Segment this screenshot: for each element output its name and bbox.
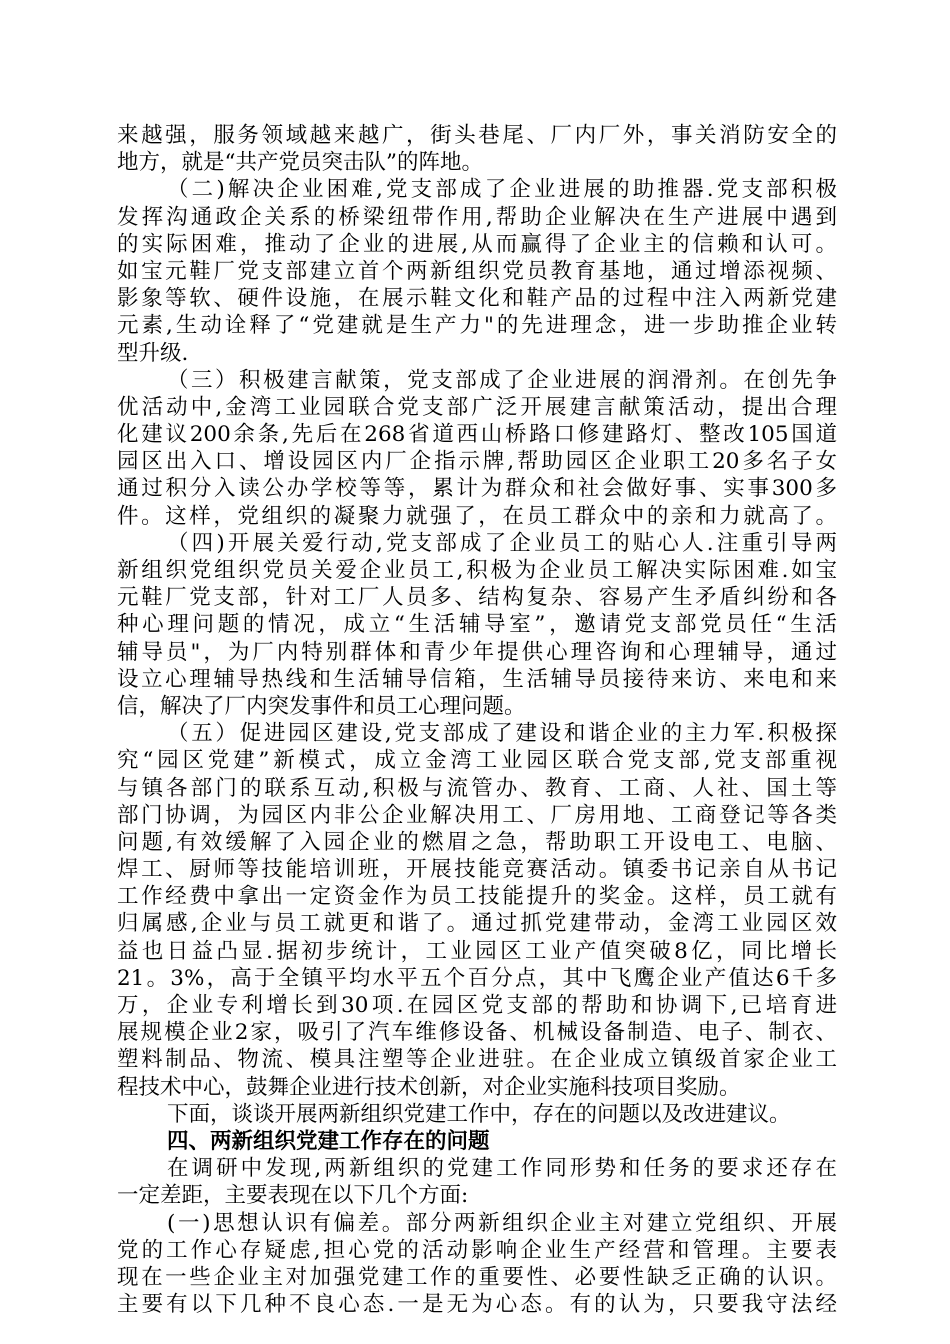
text-line: 新组织党组织党员关爱企业员工,积极为企业员工解决实际困难.如宝 bbox=[117, 558, 837, 583]
text-line: 来越强，服务领域越来越广，街头巷尾、厂内厂外，事关消防安全的 bbox=[117, 123, 837, 148]
text-line: 园区出入口、增设园区内厂企指示牌,帮助园区企业职工20多名子女 bbox=[117, 449, 837, 475]
text-line: 件。这样，党组织的凝聚力就强了，在员工群众中的亲和力就高了。 bbox=[117, 503, 837, 529]
text-line: 辅导员"，为厂内特别群体和青少年提供心理咨询和心理辅导，通过 bbox=[117, 639, 837, 665]
text-line: 益也日益凸显.据初步统计，工业园区工业产值突破8亿，同比增长 bbox=[117, 938, 837, 964]
text-line: (一)思想认识有偏差。部分两新组织企业主对建立党组织、开展 bbox=[167, 1210, 837, 1236]
text-line: 展规模企业2家，吸引了汽车维修设备、机械设备制造、电子、制衣、 bbox=[117, 1020, 837, 1046]
text-line: 部门协调，为园区内非公企业解决用工、厂房用地、工商登记等各类 bbox=[117, 802, 837, 828]
text-line: （五）促进园区建设,党支部成了建设和谐企业的主力军.积极探 bbox=[167, 721, 837, 747]
text-line: 与镇各部门的联系互动,积极与流管办、教育、工商、人社、国土等 bbox=[117, 775, 837, 801]
section-heading: 四、两新组织党建工作存在的问题 bbox=[167, 1128, 490, 1154]
text-line: 地方，就是“共产党员突击队”的阵地。 bbox=[117, 150, 483, 176]
text-line: （四)开展关爱行动,党支部成了企业员工的贴心人.注重引导两 bbox=[167, 530, 837, 556]
text-line: 发挥沟通政企关系的桥梁纽带作用,帮助企业解决在生产进展中遇到 bbox=[117, 204, 837, 230]
text-line: 工作经费中拿出一定资金作为员工技能提升的奖金。这样，员工就有 bbox=[117, 884, 837, 910]
text-line: 21。3%，高于全镇平均水平五个百分点，其中飞鹰企业产值达6千多 bbox=[117, 965, 837, 991]
text-line: 党的工作心存疑虑,担心党的活动影响企业生产经营和管理。主要表 bbox=[117, 1237, 837, 1263]
text-line: 问题,有效缓解了入园企业的燃眉之急，帮助职工开设电工、电脑、 bbox=[117, 829, 837, 855]
text-line: 塑料制品、物流、模具注塑等企业进驻。在企业成立镇级首家企业工 bbox=[117, 1047, 837, 1073]
text-line: 主要有以下几种不良心态.一是无为心态。有的认为，只要我守法经 bbox=[117, 1292, 837, 1318]
text-line: （二)解决企业困难,党支部成了企业进展的助推器.党支部积极 bbox=[167, 177, 837, 203]
text-line: 信，解决了厂内突发事件和员工心理问题。 bbox=[117, 693, 526, 719]
text-line: 归属感,企业与员工就更和谐了。通过抓党建带动，金湾工业园区效 bbox=[117, 911, 837, 937]
text-line: 程技术中心，鼓舞企业进行技术创新，对企业实施科技项目奖励。 bbox=[117, 1074, 741, 1100]
text-line: 优活动中,金湾工业园联合党支部广泛开展建言献策活动，提出合理 bbox=[117, 394, 837, 420]
text-line: 在调研中发现,两新组织的党建工作同形势和任务的要求还存在 bbox=[167, 1156, 837, 1182]
text-line: 化建议200余条,先后在268省道西山桥路口修建路灯、整改105国道 bbox=[117, 422, 837, 448]
text-line: 影象等软、硬件设施，在展示鞋文化和鞋产品的过程中注入两新党建 bbox=[117, 286, 837, 312]
text-line: 的实际困难，推动了企业的进展,从而赢得了企业主的信赖和认可。 bbox=[117, 231, 837, 257]
text-line: 通过积分入读公办学校等等，累计为群众和社会做好事、实事300多 bbox=[117, 476, 837, 502]
text-line: 万，企业专利增长到30项.在园区党支部的帮助和协调下,已培育进 bbox=[117, 993, 837, 1018]
text-line: 焊工、厨师等技能培训班，开展技能竞赛活动。镇委书记亲自从书记 bbox=[117, 857, 837, 883]
text-line: 现在一些企业主对加强党建工作的重要性、必要性缺乏正确的认识。 bbox=[117, 1264, 837, 1290]
document-body bbox=[117, 122, 837, 1318]
text-line: 下面，谈谈开展两新组织党建工作中，存在的问题以及改进建议。 bbox=[167, 1101, 791, 1127]
text-line: 元鞋厂党支部，针对工厂人员多、结构复杂、容易产生矛盾纠纷和各 bbox=[117, 585, 837, 611]
text-line: （三）积极建言献策，党支部成了企业进展的润滑剂。在创先争 bbox=[167, 367, 837, 393]
text-line: 种心理问题的情况，成立“生活辅导室”，邀请党支部党员任“生活 bbox=[117, 612, 837, 638]
text-line: 型升级. bbox=[117, 340, 189, 366]
text-line: 元素,生动诠释了“党建就是生产力"的先进理念，进一步助推企业转 bbox=[117, 313, 837, 339]
text-line: 设立心理辅导热线和生活辅导信箱，生活辅导员接待来访、来电和来 bbox=[117, 666, 837, 692]
text-line: 如宝元鞋厂党支部建立首个两新组织党员教育基地，通过增添视频、 bbox=[117, 258, 837, 284]
text-line: 究“园区党建”新模式，成立金湾工业园区联合党支部,党支部重视 bbox=[117, 748, 837, 774]
text-line: 一定差距，主要表现在以下几个方面: bbox=[117, 1183, 469, 1209]
